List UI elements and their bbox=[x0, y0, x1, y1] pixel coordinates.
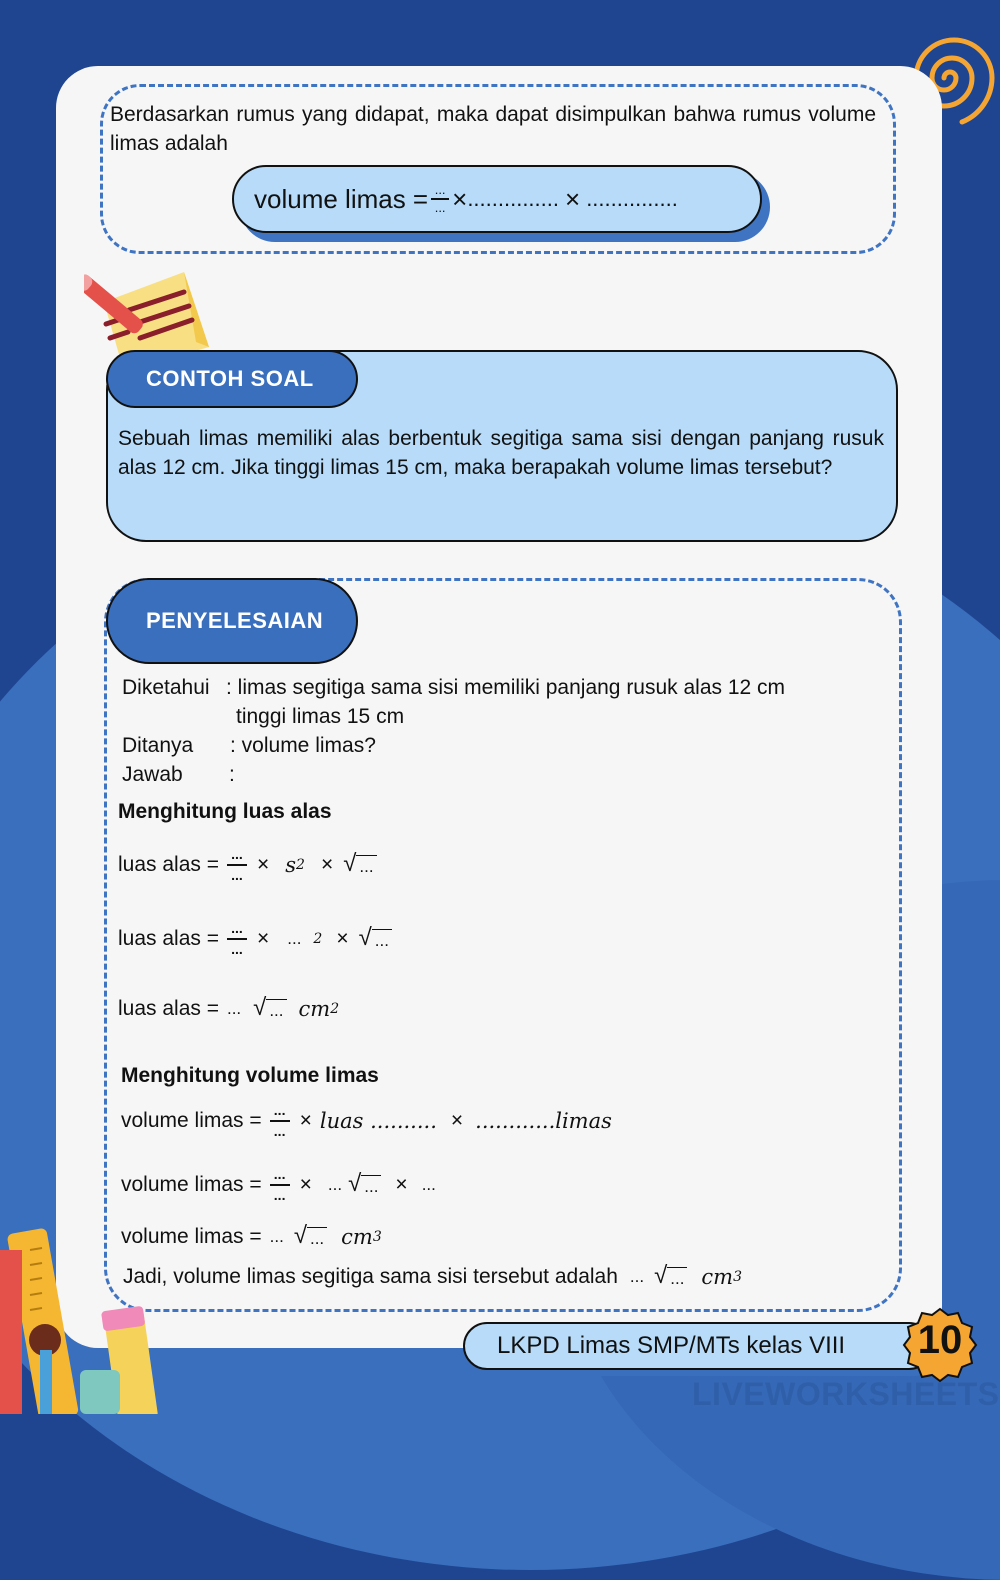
volume-line-1: volume limas = ... ... × luas .......... × ............limas bbox=[121, 1102, 612, 1139]
volume-line-3: volume limas = ... √ ... cm 3 bbox=[121, 1222, 382, 1249]
penyelesaian-tab: PENYELESAIAN bbox=[106, 578, 358, 664]
formula-fraction[interactable]: $\frac{...}{...}$ bbox=[431, 184, 449, 214]
sqrt-icon: √ ... bbox=[343, 852, 376, 878]
formula-pill: volume limas = $\frac{...}{...}$ × ............... × ............... bbox=[232, 165, 762, 233]
luas-result-blank[interactable]: ... bbox=[226, 999, 242, 1018]
ditanya-text: : volume limas? bbox=[230, 734, 376, 757]
footer-title: LKPD Limas SMP/MTs kelas VIII bbox=[463, 1322, 933, 1370]
soal-text: Sebuah limas memiliki alas berbentuk segitiga sama sisi dengan panjang rusuk alas 12 cm. Jika tinggi limas 15 cm, maka berapakah volume limas tersebut? bbox=[118, 427, 884, 479]
page-number: 10 bbox=[917, 1318, 963, 1362]
sqrt-icon: √ ... bbox=[654, 1264, 687, 1290]
sqrt-icon: √ ... bbox=[359, 926, 392, 952]
volume-blank-b[interactable]: ... bbox=[421, 1174, 436, 1194]
heading-volume-limas: Menghitung volume limas bbox=[121, 1064, 379, 1087]
diketahui-line-2: tinggi limas 15 cm bbox=[236, 705, 405, 728]
ditanya-label: Ditanya bbox=[122, 734, 194, 757]
sqrt-icon: √ ... bbox=[253, 996, 286, 1022]
sqrt-icon: √ ... bbox=[294, 1224, 327, 1250]
volume-line-2: volume limas = ... ... × ... √ ... × ... bbox=[121, 1166, 436, 1203]
jawab-colon: : bbox=[229, 763, 235, 786]
stationery-decoration-icon bbox=[0, 1210, 170, 1414]
luas-alas-line-2: luas alas = ... ... × ... 2 × √ ... bbox=[118, 922, 392, 956]
volume-fraction-2[interactable]: ... ... bbox=[270, 1168, 290, 1202]
kesimpulan-line: Jadi, volume limas segitiga sama sisi tersebut adalah ... √ ... cm 3 bbox=[123, 1262, 743, 1289]
luas-alas-line-3: luas alas = ... √ ... cm 2 bbox=[118, 994, 340, 1021]
heading-luas-alas: Menghitung luas alas bbox=[118, 800, 332, 823]
kesimpulan-blank[interactable]: ... bbox=[629, 1267, 645, 1286]
luas-blank-side[interactable]: ... bbox=[287, 928, 302, 948]
volume-blank-a[interactable]: ... bbox=[327, 1174, 343, 1194]
luas-blank[interactable]: luas .......... bbox=[319, 1108, 437, 1133]
formula-blank-2[interactable]: ............... bbox=[586, 186, 678, 211]
diketahui-line-1: : limas segitiga sama sisi memiliki panjang rusuk alas 12 cm bbox=[226, 676, 786, 699]
tinggi-blank[interactable]: ............limas bbox=[475, 1108, 612, 1133]
luas-fraction-2[interactable]: ... ... bbox=[227, 922, 247, 956]
luas-alas-line-1: luas alas = ... ... × s 2 × √ ... bbox=[118, 848, 377, 882]
volume-fraction-1[interactable]: ... ... bbox=[270, 1104, 290, 1138]
formula-label: volume limas = bbox=[254, 183, 429, 214]
intro-text: Berdasarkan rumus yang didapat, maka dapat disimpulkan bahwa rumus volume limas adalah bbox=[110, 103, 876, 155]
volume-result-blank[interactable]: ... bbox=[269, 1227, 284, 1246]
liveworksheets-watermark: LIVEWORKSHEETS bbox=[692, 1376, 1000, 1412]
formula-blank-1[interactable]: ............... bbox=[467, 186, 559, 211]
luas-fraction-1[interactable]: ... ... bbox=[227, 848, 247, 882]
contoh-soal-tab: CONTOH SOAL bbox=[106, 350, 358, 408]
jawab-label: Jawab bbox=[122, 763, 183, 786]
diketahui-label: Diketahui bbox=[122, 676, 210, 699]
sqrt-icon: √ ... bbox=[348, 1172, 381, 1198]
